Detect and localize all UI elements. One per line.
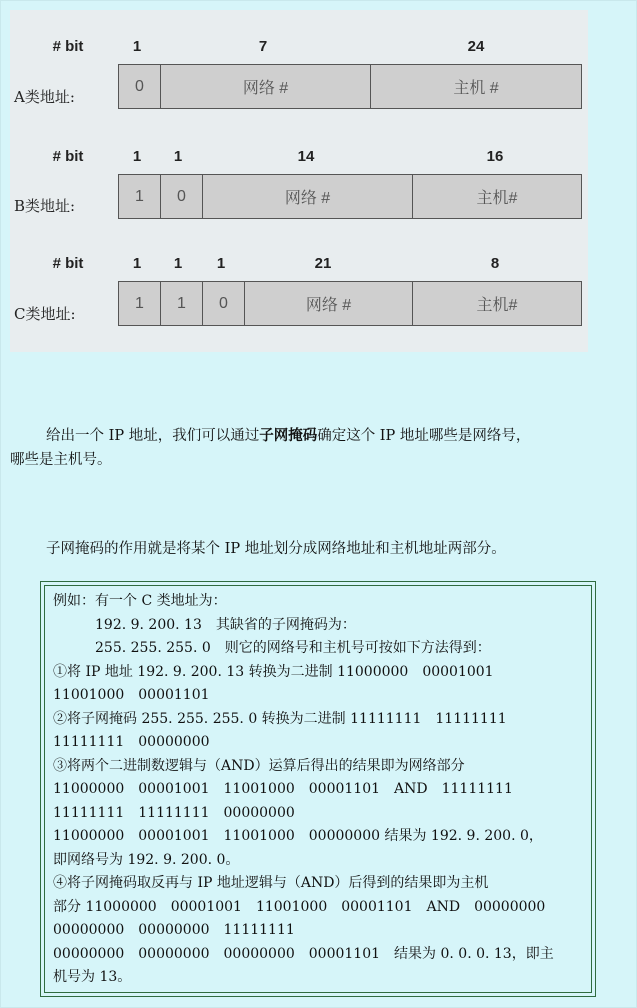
- ip-class-diagram: [10, 10, 588, 352]
- bit-label: # bit: [52, 148, 84, 165]
- class-c-label: C类地址:: [14, 305, 76, 323]
- bit-count: 8: [490, 255, 500, 272]
- bit-count: 1: [132, 148, 142, 165]
- class-a-host-cell: 主机 #: [453, 80, 499, 97]
- class-b-bits: [10, 148, 588, 168]
- class-b-label: B类地址:: [14, 197, 76, 215]
- class-c-bits: [10, 255, 588, 275]
- example-line: 192. 9. 200. 13 其缺省的子网掩码为：: [53, 616, 356, 633]
- example-line: 00000000 00000000 00000000 00001101 结果为 0. 0. 0. 13，即主: [53, 945, 554, 962]
- example-line: 11001000 00001101: [53, 687, 210, 703]
- class-c-network-cell: 网络 #: [245, 282, 413, 325]
- class-c-bar: [118, 281, 582, 326]
- class-a-prefix-cell: 0: [119, 65, 161, 108]
- class-b-network-cell: 网络 #: [203, 175, 413, 218]
- example-line: ③将两个二进制数逻辑与（AND）运算后得出的结果即为网络部分: [53, 757, 465, 774]
- bit-count: 21: [314, 255, 332, 272]
- example-line: 即网络号为 192. 9. 200. 0。: [53, 851, 240, 868]
- example-box: [40, 581, 596, 997]
- bit-label: # bit: [52, 38, 84, 55]
- example-line: 部分 11000000 00001001 11001000 00001101 AND 00000000: [53, 898, 546, 915]
- class-c-row: [10, 255, 588, 365]
- intro-text: 确定这个 IP 地址哪些是网络号，: [317, 428, 531, 444]
- intro-text: 给出一个 IP 地址，我们可以通过: [46, 428, 260, 444]
- bit-count: 16: [486, 148, 504, 165]
- bit-count: 14: [297, 148, 315, 165]
- bit-count: 24: [467, 38, 485, 55]
- example-line: 11000000 00001001 11001000 00000000 结果为 192. 9. 200. 0，: [53, 828, 543, 844]
- class-a-bits: [10, 38, 588, 58]
- class-a-label: A类地址:: [14, 88, 75, 106]
- bit-count: 1: [132, 255, 142, 272]
- subnet-mask-term: 子网掩码: [259, 427, 318, 444]
- intro-paragraph: [10, 424, 630, 472]
- class-c-prefix-cell: 1: [161, 282, 203, 325]
- bit-count: 1: [216, 255, 226, 272]
- example-line: 255. 255. 255. 0 则它的网络号和主机号可按如下方法得到：: [53, 640, 491, 656]
- class-c-host-cell: 主机#: [476, 297, 518, 314]
- example-line: 11111111 00000000: [53, 734, 210, 750]
- class-b-row: [10, 148, 588, 258]
- example-line: 例如：有一个 C 类地址为：: [53, 593, 227, 609]
- class-c-prefix-cell: 0: [203, 282, 245, 325]
- class-c-prefix-cell: 1: [119, 282, 161, 325]
- example-line: 00000000 00000000 11111111: [53, 922, 295, 938]
- class-b-prefix-cell: 0: [161, 175, 203, 218]
- class-b-prefix-cell: 1: [119, 175, 161, 218]
- bit-label: # bit: [52, 255, 84, 272]
- class-a-network-cell: 网络 #: [161, 65, 371, 108]
- intro-text-line2: 哪些是主机号。: [10, 452, 112, 468]
- example-line: ④将子网掩码取反再与 IP 地址逻辑与（AND）后得到的结果即为主机: [53, 875, 489, 891]
- class-b-bar: [118, 174, 582, 219]
- bit-count: 1: [173, 255, 183, 272]
- class-a-bar: [118, 64, 582, 109]
- example-line: 11000000 00001001 11001000 00001101 AND 11111111: [53, 781, 513, 797]
- purpose-paragraph: 子网掩码的作用就是将某个 IP 地址划分成网络地址和主机地址两部分。: [46, 541, 506, 557]
- example-line: ②将子网掩码 255. 255. 255. 0 转换为二进制 11111111 11111111: [53, 710, 507, 727]
- bit-count: 1: [173, 148, 183, 165]
- bit-count: 7: [258, 38, 268, 55]
- example-content: [44, 585, 592, 993]
- example-line: 11111111 11111111 00000000: [53, 804, 295, 821]
- example-line: ①将 IP 地址 192. 9. 200. 13 转换为二进制 11000000 00001001: [53, 663, 494, 680]
- bit-count: 1: [132, 38, 142, 55]
- example-line: 机号为 13。: [53, 969, 132, 985]
- class-a-row: [10, 38, 588, 148]
- class-b-host-cell: 主机#: [476, 190, 518, 207]
